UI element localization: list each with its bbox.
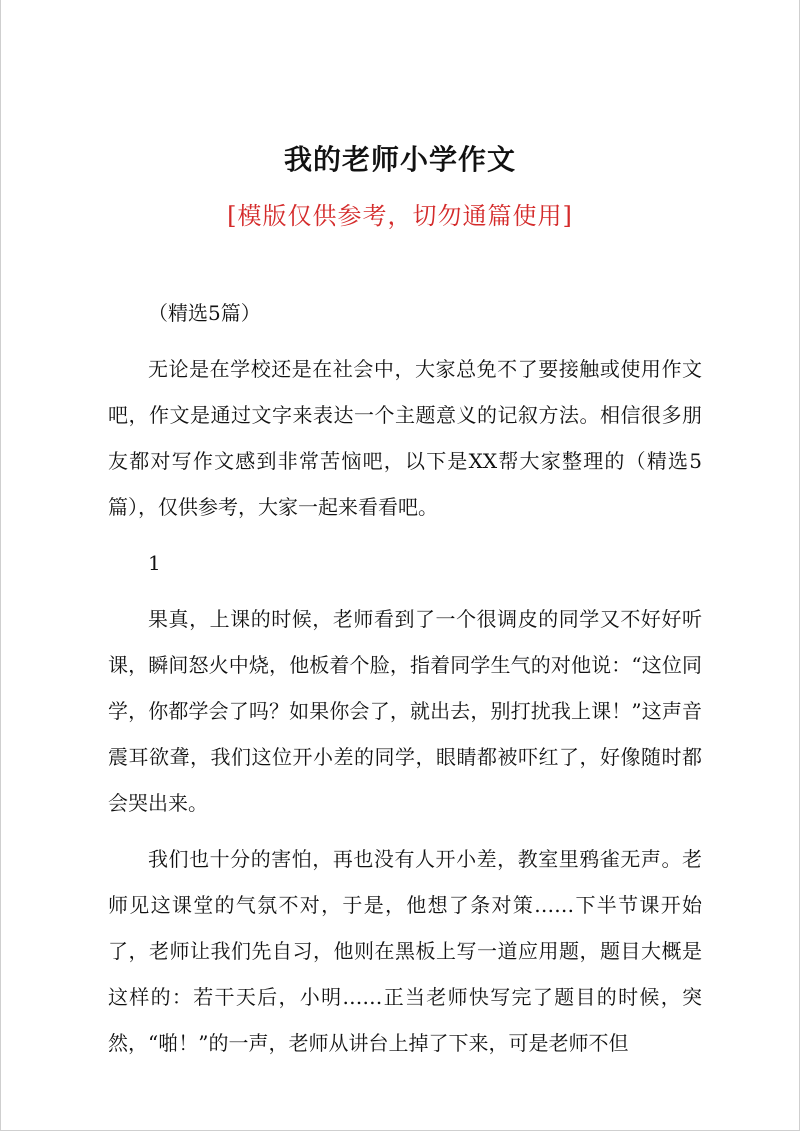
selection-note: （精选5篇） (148, 301, 261, 325)
essay-paragraph: 果真，上课的时候，老师看到了一个很调皮的同学又不好好听课，瞬间怒火中烧，他板着个脸，指着同学生气的对他说：“这位同学，你都学会了吗？如果你会了，就出去，别打扰我上课！”这声音震耳欲聋，我们这位开小差的同学，眼睛都被吓红了，好像随时都会哭出来。 (108, 607, 702, 815)
essay-paragraph: 我们也十分的害怕，再也没有人开小差，教室里鸦雀无声。老师见这课堂的气氛不对，于是，他想了条对策……下半节课开始了，老师让我们先自习，他则在黑板上写一道应用题，题目大概是这样的：若干天后，小明……正当老师快写完了题目的时候，突然，“啪！”的一声，老师从讲台上掉了下来，可是老师不但 (108, 847, 702, 1055)
document-body (108, 290, 702, 1076)
section-number: 1 (148, 551, 161, 575)
intro-paragraph: 无论是在学校还是在社会中，大家总免不了要接触或使用作文吧，作文是通过文字来表达一个主题意义的记叙方法。相信很多朋友都对写作文感到非常苦恼吧，以下是XX帮大家整理的（精选5篇），仅供参考，大家一起来看看吧。 (108, 357, 702, 519)
template-notice: [模版仅供参考，切勿通篇使用] (227, 202, 573, 230)
document-title: 我的老师小学作文 (283, 143, 516, 176)
